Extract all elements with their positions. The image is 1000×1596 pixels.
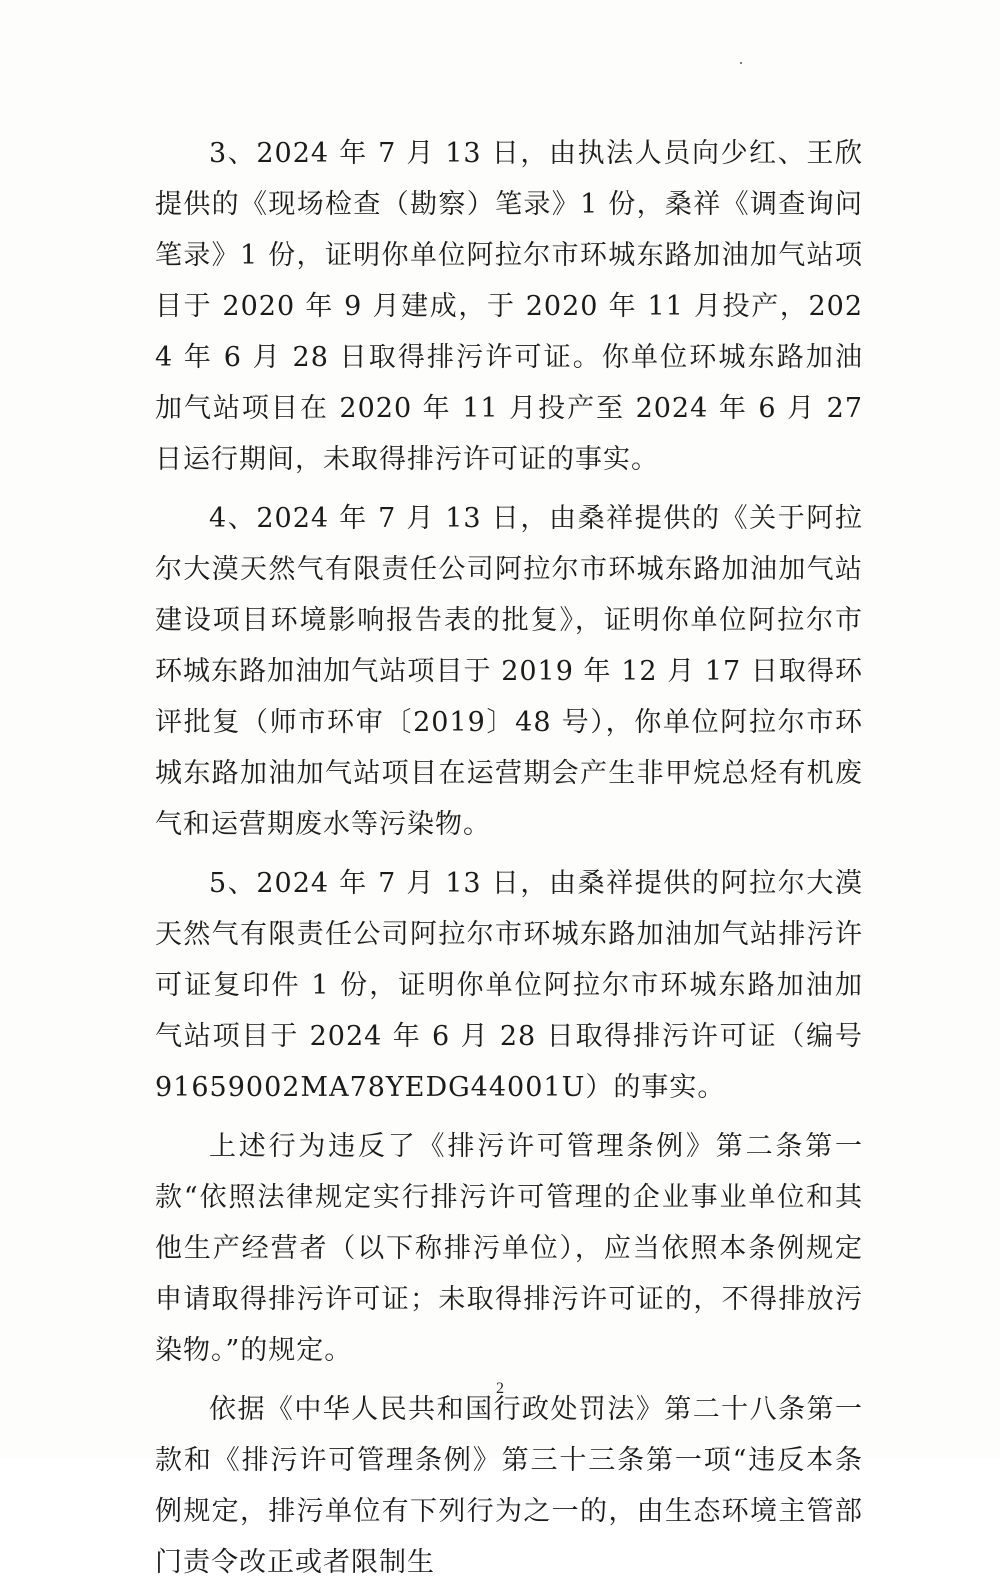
paragraph-evidence-5: 5、2024 年 7 月 13 日，由桑祥提供的阿拉尔大漠天然气有限责任公司阿拉尔市环城东路加油加气站排污许可证复印件 1 份，证明你单位阿拉尔市环城东路加油加气站项目于 2024 年 6 月 28 日取得排污许可证（编号 91659002MA78YEDG44001U）的事实。: [155, 868, 863, 1103]
paragraph-legal-basis: 依据《中华人民共和国行政处罚法》第二十八条第一款和《排污许可管理条例》第三十三条第一项“违反本条例规定，排污单位有下列行为之一的，由生态环境主管部门责令改正或者限制生: [155, 1394, 863, 1578]
document-body: [155, 128, 863, 1596]
paragraph-evidence-3: 3、2024 年 7 月 13 日，由执法人员向少红、王欣提供的《现场检查（勘察）笔录》1 份，桑祥《调查询问笔录》1 份，证明你单位阿拉尔市环城东路加油加气站项目于 2020 年 9 月建成，于 2020 年 11 月投产，2024 年 6 月 28 日取得排污许可证。你单位环城东路加油加气站项目在 2020 年 11 月投产至 2024 年 6 月 27 日运行期间，未取得排污许可证的事实。: [155, 138, 863, 475]
paragraph-violation: 上述行为违反了《排污许可管理条例》第二条第一款“依照法律规定实行排污许可管理的企业事业单位和其他生产经营者（以下称排污单位），应当依照本条例规定申请取得排污许可证；未取得排污许可证的，不得排放污染物。”的规定。: [155, 1131, 863, 1366]
paragraph-evidence-4: 4、2024 年 7 月 13 日，由桑祥提供的《关于阿拉尔大漠天然气有限责任公司阿拉尔市环城东路加油加气站建设项目环境影响报告表的批复》，证明你单位阿拉尔市环城东路加油加气站项目于 2019 年 12 月 17 日取得环评批复（师市环审〔2019〕48 号），你单位阿拉尔市环城东路加油加气站项目在运营期会产生非甲烷总烃有机废气和运营期废水等污染物。: [155, 503, 863, 840]
scan-speck: [740, 62, 742, 64]
page-number: 2: [496, 1380, 504, 1397]
